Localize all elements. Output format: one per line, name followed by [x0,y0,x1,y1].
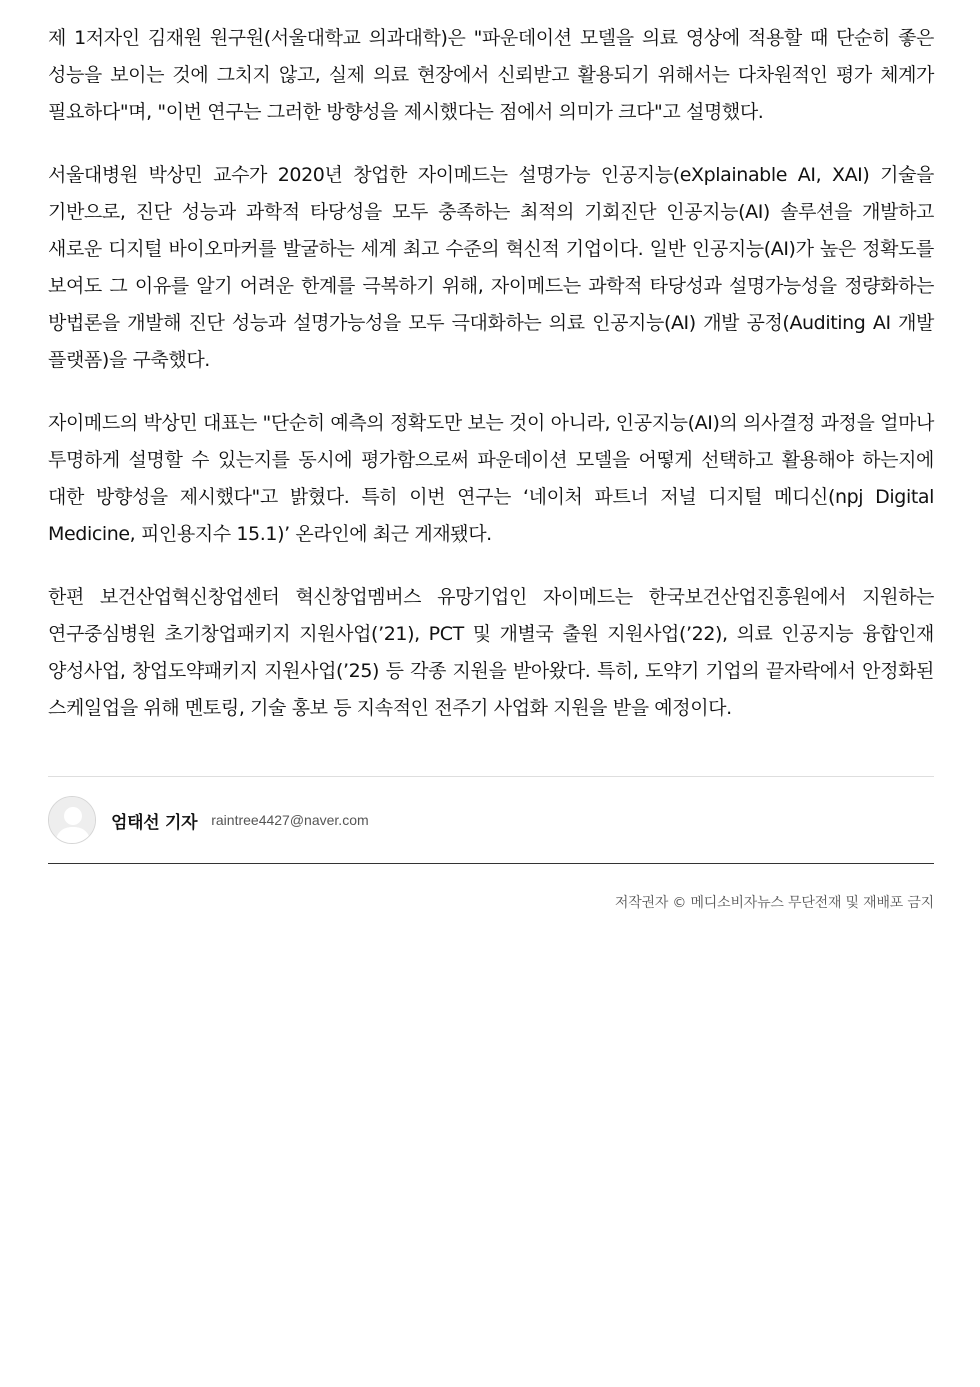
user-avatar-icon[interactable] [48,796,96,844]
article-paragraph: 제 1저자인 김재원 원구원(서울대학교 의과대학)은 "파운데이션 모델을 의료 영상에 적용할 때 단순히 좋은 성능을 보이는 것에 그치지 않고, 실제 의료 현장에서 신뢰받고 활용되기 위해서는 다차원적인 평가 체계가 필요하다"며, "이번 연구는 그러한 방향성을 제시했다는 점에서 의미가 크다"고 설명했다. [48,27,934,123]
article-paragraph: 서울대병원 박상민 교수가 2020년 창업한 자이메드는 설명가능 인공지능(eXplainable AI, XAI) 기술을 기반으로, 진단 성능과 과학적 타당성을 모두 충족하는 최적의 기회진단 인공지능(AI) 솔루션을 개발하고 새로운 디지털 바이오마커를 발굴하는 세계 최고 수준의 혁신적 기업이다. 일반 인공지능(AI)가 높은 정확도를 보여도 그 이유를 알기 어려운 한계를 극복하기 위해, 자이메드는 과학적 타당성과 설명가능성을 정량화하는 방법론을 개발해 진단 성능과 설명가능성을 모두 극대화하는 의료 인공지능(AI) 개발 공정(Auditing AI 개발 플랫폼)을 구축했다. [48,164,934,371]
article-body [48,20,934,753]
reporter-name[interactable]: 엄태선 기자 [111,812,198,833]
reporter-email[interactable]: raintree4427@naver.com [211,812,369,828]
article-paragraph: 자이메드의 박상민 대표는 "단순히 예측의 정확도만 보는 것이 아니라, 인공지능(AI)의 의사결정 과정을 얼마나 투명하게 설명할 수 있는지를 동시에 평가함으로써 파운데이션 모델을 어떻게 선택하고 활용해야 하는지에 대한 방향성을 제시했다"고 밝혔다. 특히 이번 연구는 ‘네이처 파트너 저널 디지털 메디신(npj Digital Medicine, 피인용지수 15.1)’ 온라인에 최근 게재됐다. [48,412,934,545]
article-paragraph: 한편 보건산업혁신창업센터 혁신창업멤버스 유망기업인 자이메드는 한국보건산업진흥원에서 지원하는 연구중심병원 초기창업패키지 지원사업(’21), PCT 및 개별국 출원 지원사업(’22), 의료 인공지능 융합인재 양성사업, 창업도약패키지 지원사업(’25) 등 각종 지원을 받아왔다. 특히, 도약기 기업의 끝자락에서 안정화된 스케일업을 위해 멘토링, 기술 홍보 등 지속적인 전주기 사업화 지원을 받을 예정이다. [48,586,934,719]
reporter-byline [48,776,934,864]
copyright-notice: 저작권자 © 메디소비자뉴스 무단전재 및 재배포 금지 [614,895,934,911]
